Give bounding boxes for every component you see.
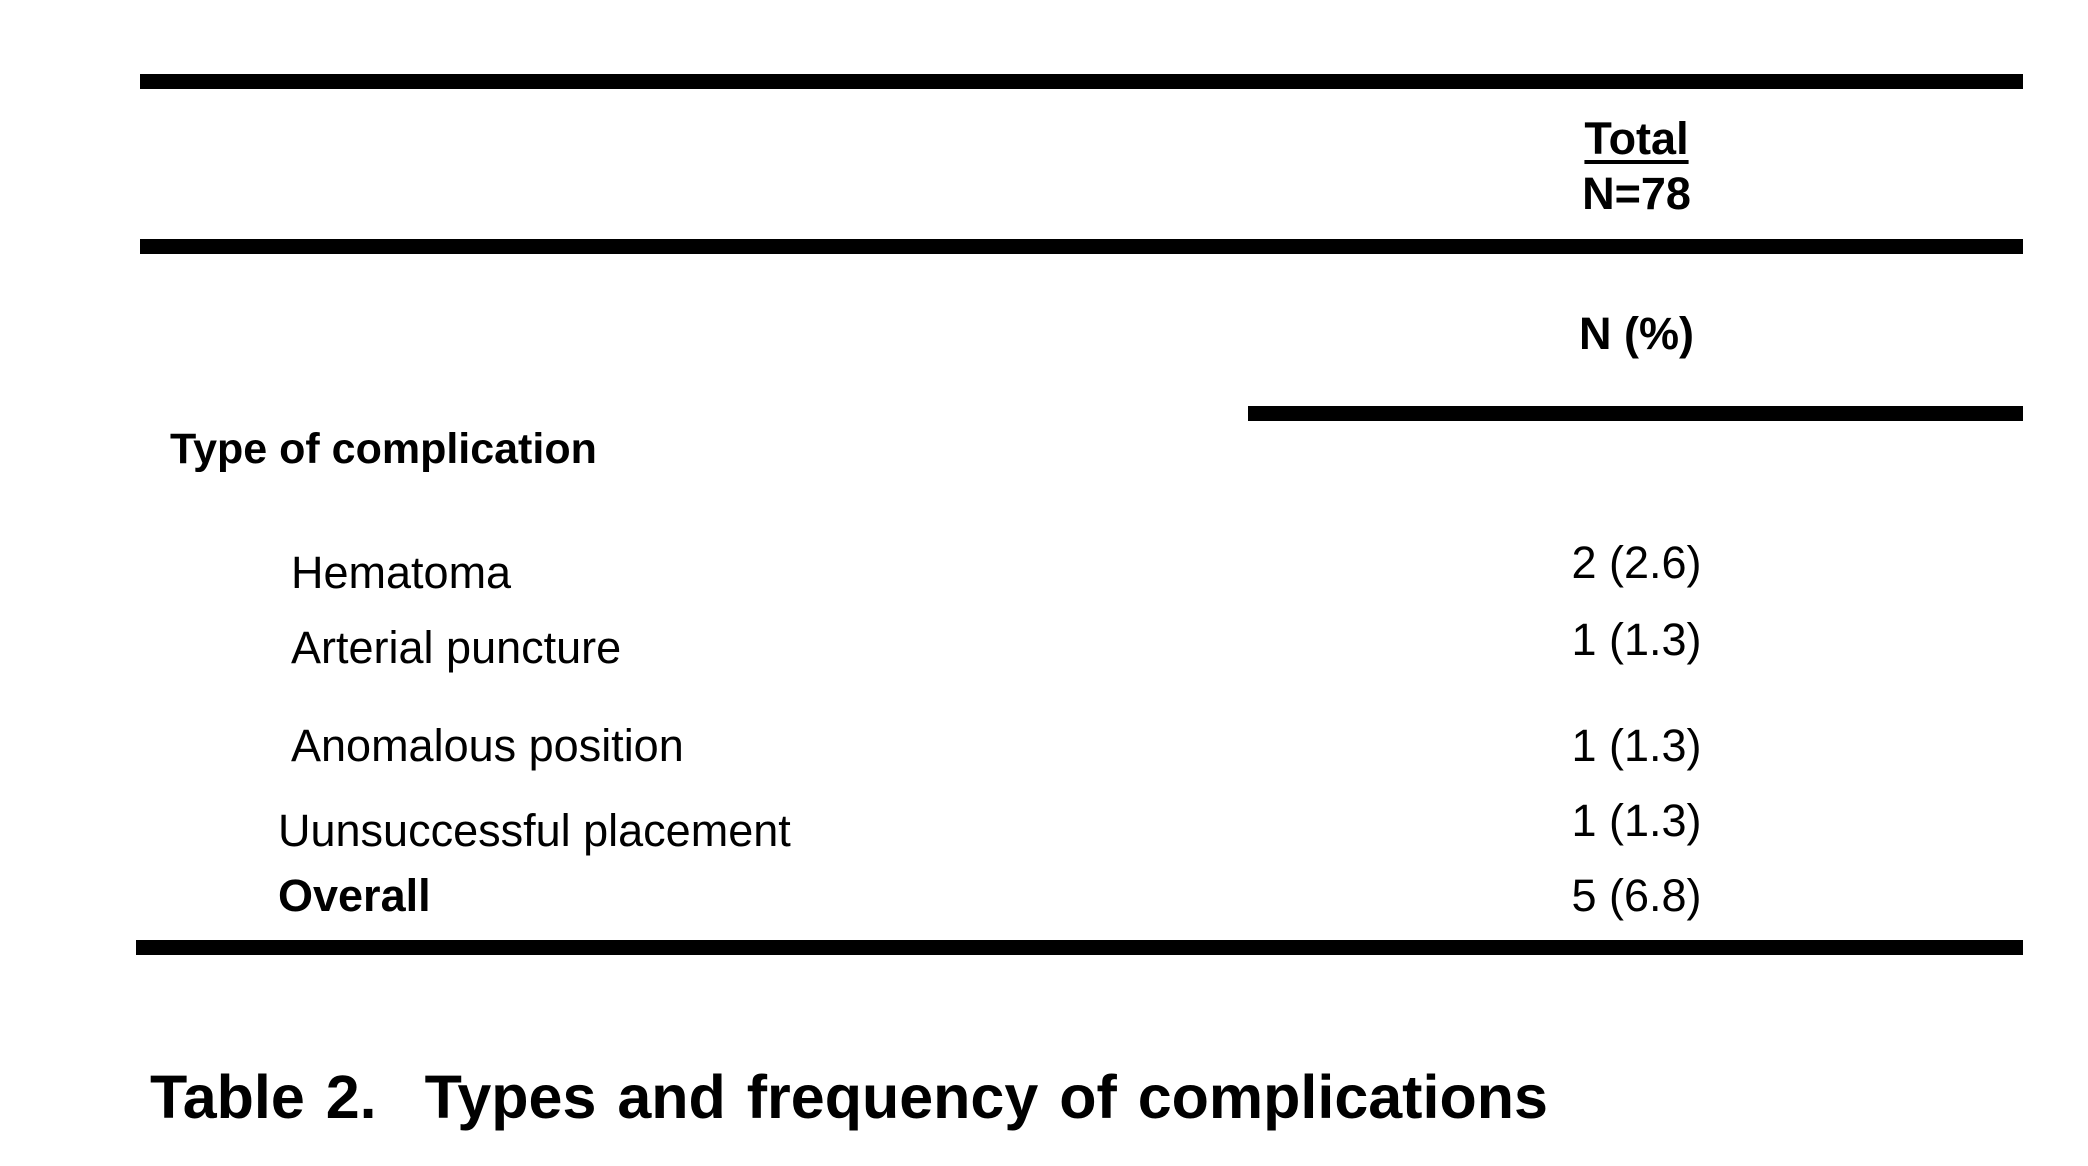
column-header-sample-size: N=78 [1582, 168, 1691, 219]
row-value-arterial-puncture: 1 (1.3) [1571, 614, 1702, 665]
section-title: Type of complication [170, 425, 597, 473]
row-value-hematoma: 2 (2.6) [1571, 537, 1702, 588]
header-bottom-rule [140, 239, 2023, 254]
row-label-unsuccessful-placement: Uunsuccessful placement [278, 805, 791, 856]
subheader-rule [1248, 406, 2023, 421]
row-value-anomalous-position: 1 (1.3) [1571, 720, 1702, 771]
caption-text: Types and frequency of complications [424, 1063, 1548, 1131]
row-label-anomalous-position: Anomalous position [291, 720, 684, 771]
caption-number: Table 2. [150, 1063, 377, 1131]
row-label-overall: Overall [278, 870, 431, 921]
table-caption [150, 1063, 1548, 1131]
row-label-hematoma: Hematoma [291, 547, 512, 598]
row-label-arterial-puncture: Arterial puncture [291, 622, 622, 673]
column-header-statistic: N (%) [1579, 308, 1694, 359]
table-bottom-rule [136, 940, 2023, 955]
table-top-rule [140, 74, 2023, 89]
row-value-unsuccessful-placement: 1 (1.3) [1571, 795, 1702, 846]
column-header-total: Total [1584, 113, 1689, 164]
row-value-overall: 5 (6.8) [1571, 870, 1702, 921]
